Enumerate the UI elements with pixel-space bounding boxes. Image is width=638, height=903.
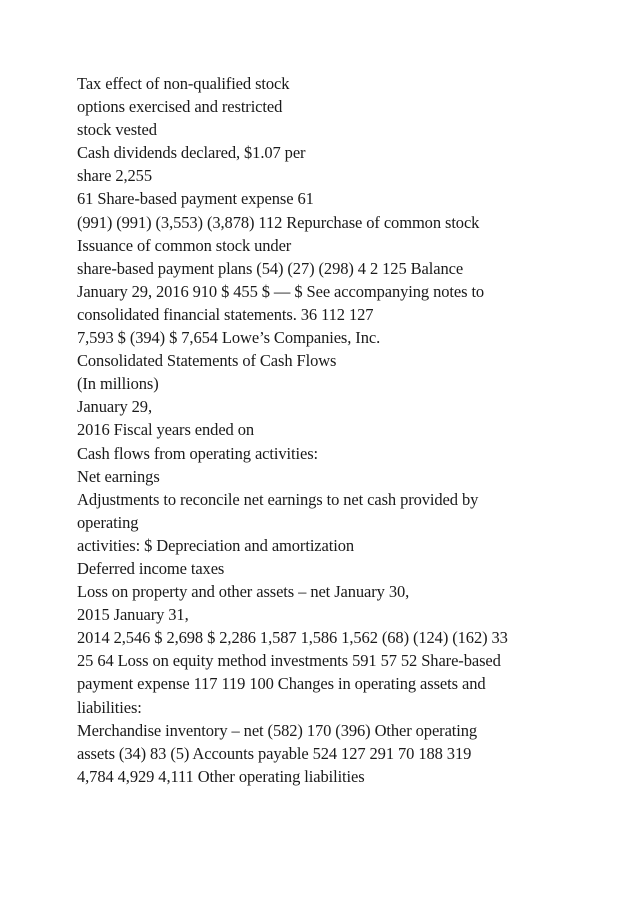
text-line: 7,593 $ (394) $ 7,654 Lowe’s Companies, Inc. xyxy=(77,328,381,348)
text-line: Cash flows from operating activities: xyxy=(77,443,318,463)
text-line: Deferred income taxes xyxy=(77,558,225,578)
text-line: 4,784 4,929 4,111 Other operating liabilities xyxy=(77,766,365,786)
text-line: stock vested xyxy=(77,120,157,140)
text-line: Loss on property and other assets – net January 30, xyxy=(77,582,410,602)
text-line: 2015 January 31, xyxy=(77,605,189,625)
text-line: liabilities: xyxy=(77,697,142,717)
text-line: January 29, xyxy=(77,397,152,417)
text-line: (In millions) xyxy=(77,374,159,394)
text-line: 61 Share-based payment expense 61 xyxy=(77,189,314,209)
text-line: (991) (991) (3,553) (3,878) 112 Repurchase of common stock xyxy=(77,212,480,232)
text-line: Cash dividends declared, $1.07 per xyxy=(77,143,306,163)
text-line: Issuance of common stock under xyxy=(77,235,292,255)
text-line: payment expense 117 119 100 Changes in operating assets and xyxy=(77,674,486,694)
text-line: Merchandise inventory – net (582) 170 (396) Other operating xyxy=(77,720,478,740)
text-line: consolidated financial statements. 36 112 127 xyxy=(77,304,374,324)
text-line: 25 64 Loss on equity method investments 591 57 52 Share-based xyxy=(77,651,501,671)
text-line: Tax effect of non-qualified stock xyxy=(77,74,290,93)
text-line: January 29, 2016 910 $ 455 $ — $ See accompanying notes to xyxy=(77,281,485,301)
text-line: 2014 2,546 $ 2,698 $ 2,286 1,587 1,586 1,562 (68) (124) (162) 33 xyxy=(77,628,508,648)
text-line: options exercised and restricted xyxy=(77,97,283,117)
text-line: Consolidated Statements of Cash Flows xyxy=(77,351,337,371)
text-line: share-based payment plans (54) (27) (298) 4 2 125 Balance xyxy=(77,258,464,278)
text-line: 2016 Fiscal years ended on xyxy=(77,420,255,440)
text-line: Net earnings xyxy=(77,466,160,486)
text-line: activities: $ Depreciation and amortization xyxy=(77,535,355,555)
document-text xyxy=(77,72,597,788)
text-line: Adjustments to reconcile net earnings to net cash provided by xyxy=(77,489,479,509)
text-line: operating xyxy=(77,512,139,532)
text-line: assets (34) 83 (5) Accounts payable 524 127 291 70 188 319 xyxy=(77,743,472,763)
text-line: share 2,255 xyxy=(77,166,152,186)
